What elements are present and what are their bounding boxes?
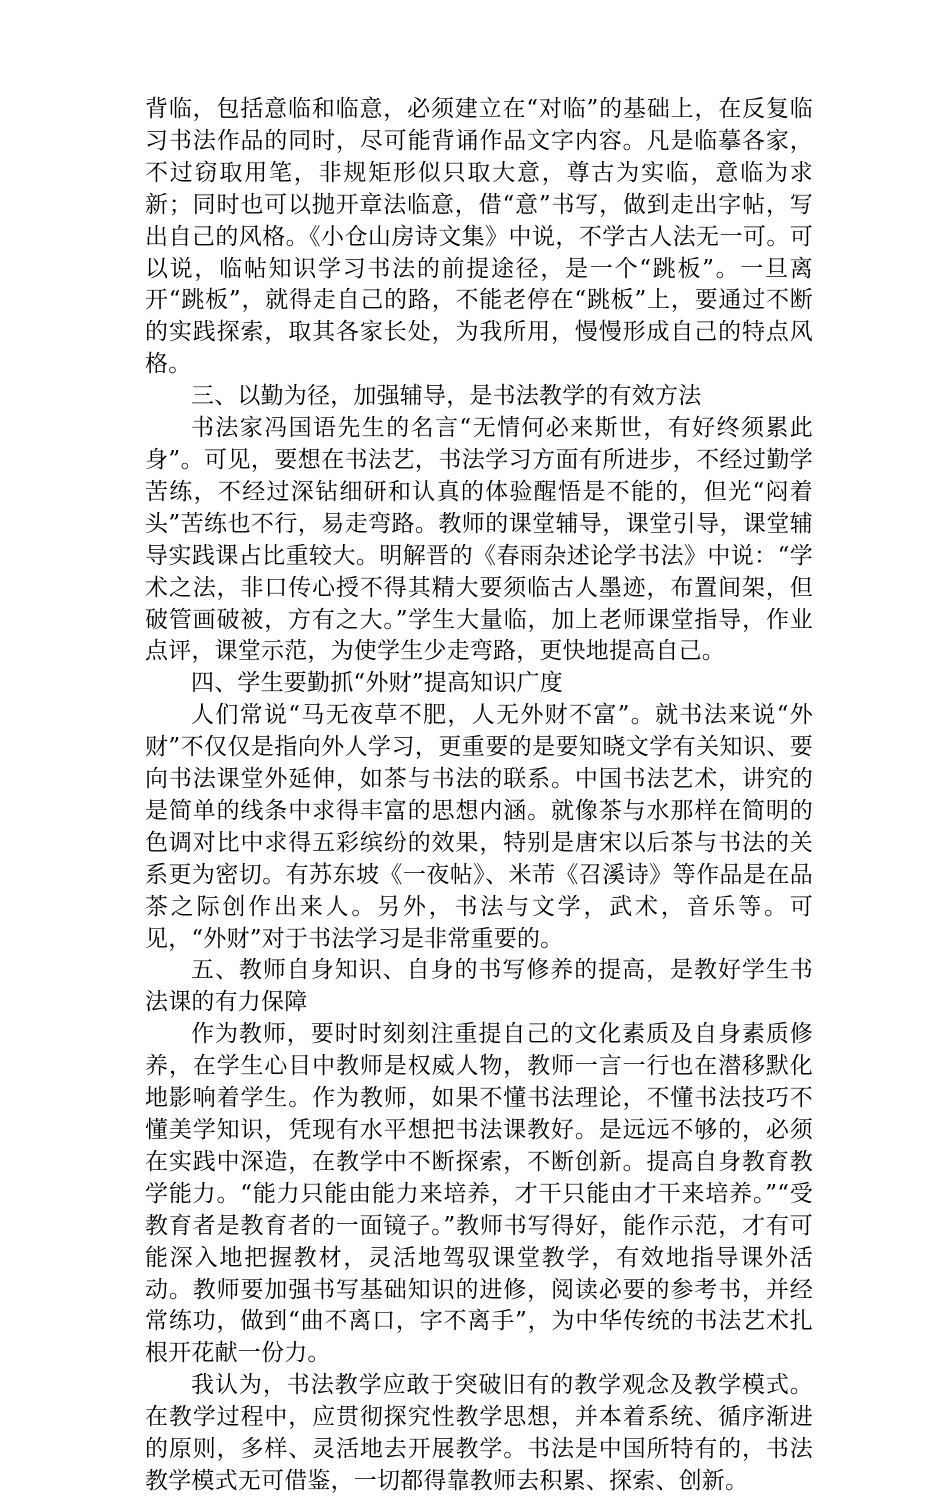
paragraph-section-five: 作为教师，要时时刻刻注重提自己的文化素质及自身素质修养，在学生心目中教师是权威人物，教师一言一行也在潜移默化地影响着学生。作为教师，如果不懂书法理论，不懂书法技巧不懂美学知识，凭现有水平想把书法课教好。是远远不够的，必须在实践中深造，在教学中不断探索，不断创新。提高自身教育教学能力。“能力只能由能力来培养，才干只能由才干来培养。”“受教育者是教育者的一面镜子。”教师书写得好，能作示范，才有可能深入地把握教材，灵活地驾驭课堂教学，有效地指导课外活动。教师要加强书写基础知识的进修，阅读必要的参考书，并经常练功，做到“曲不离口，字不离手”，为中华传统的书法艺术扎根开花献一份力。 bbox=[145, 1021, 813, 1367]
document-body bbox=[145, 94, 813, 1498]
heading-section-three: 三、以勤为径，加强辅导，是书法教学的有效方法 bbox=[191, 383, 702, 410]
paragraph-section-four: 人们常说“马无夜草不肥，人无外财不富”。就书法来说“外财”不仅仅是指向外人学习，更重要的是要知晓文学有关知识、要向书法课堂外延伸，如茶与书法的联系。中国书法艺术，讲究的是简单的线条中求得丰富的思想内涵。就像茶与水那样在简明的色调对比中求得五彩缤纷的效果，特别是唐宋以后茶与书法的关系更为密切。有苏东坡《一夜帖》、米芾《召溪诗》等作品是在品茶之际创作出来人。另外，书法与文学，武术，音乐等。可见，“外财”对于书法学习是非常重要的。 bbox=[145, 702, 813, 952]
paragraph-section-three: 书法家冯国语先生的名言“无情何必来斯世，有好终须累此身”。可见，要想在书法艺，书法学习方面有所进步，不经过勤学苦练，不经过深钻细研和认真的体验醒悟是不能的，但光“闷着头”苦练也不行，易走弯路。教师的课堂辅导，课堂引导，课堂辅导实践课占比重较大。明解晋的《春雨杂述论学书法》中说：“学术之法，非口传心授不得其精大要须临古人墨迹，布置间架，但破管画破被，方有之大。”学生大量临，加上老师课堂指导，作业点评，课堂示范，为使学生少走弯路，更快地提高自己。 bbox=[145, 415, 813, 665]
paragraph-conclusion: 我认为，书法教学应敢于突破旧有的教学观念及教学模式。在教学过程中，应贯彻探究性教学思想，并本着系统、循序渐进的原则，多样、灵活地去开展教学。书法是中国所特有的，书法教学模式无可借鉴，一切都得靠教师去积累、探索、创新。 bbox=[145, 1372, 813, 1494]
heading-section-four: 四、学生要勤抓“外财”提高知识广度 bbox=[191, 670, 563, 697]
paragraph-background-linlin: 背临，包括意临和临意，必须建立在“对临”的基础上，在反复临习书法作品的同时，尽可能背诵作品文字内容。凡是临摹各家，不过窃取用笔，非规矩形似只取大意，尊古为实临，意临为求新；同时也可以抛开章法临意，借“意”书写，做到走出字帖，写出自己的风格。《小仓山房诗文集》中说，不学古人法无一可。可以说，临帖知识学习书法的前提途径，是一个“跳板”。一旦离开“跳板”，就得走自己的路，不能老停在“跳板”上，要通过不断的实践探索，取其各家长处，为我所用，慢慢形成自己的特点风格。 bbox=[145, 96, 813, 378]
heading-section-five: 五、教师自身知识、自身的书写修养的提高，是教好学生书法课的有力保障 bbox=[145, 957, 813, 1016]
